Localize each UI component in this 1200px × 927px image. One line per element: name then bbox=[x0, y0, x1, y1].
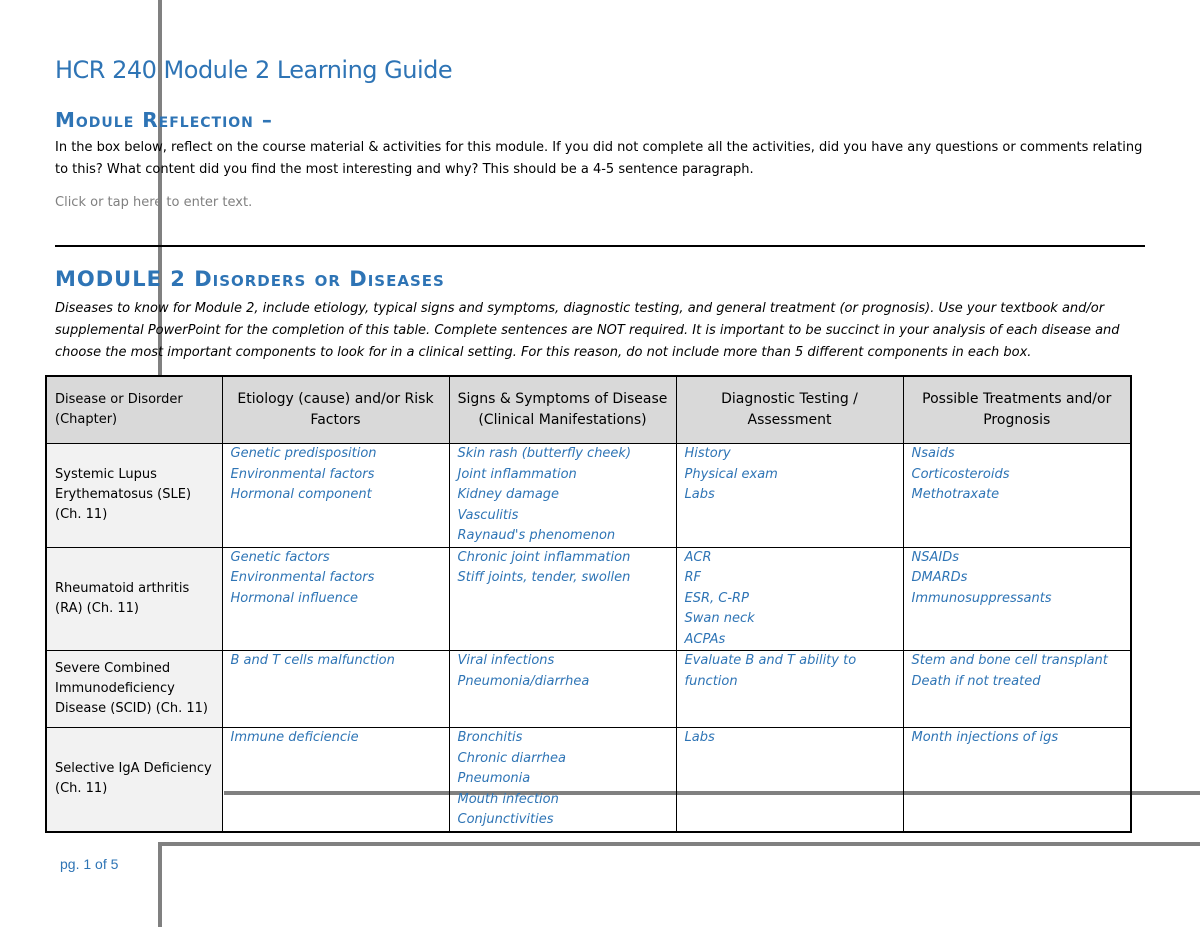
diagnostic-cell[interactable]: Labs bbox=[676, 728, 903, 832]
table-row bbox=[46, 651, 1131, 728]
reflection-input-placeholder[interactable]: Click or tap here to enter text. bbox=[55, 195, 253, 210]
header-signs: Signs & Symptoms of Disease (Clinical Manifestations) bbox=[449, 376, 676, 444]
page-number: pg. 1 of 5 bbox=[60, 856, 119, 872]
diagnostic-cell[interactable]: ACR RF ESR, C-RP Swan neck ACPAs bbox=[676, 547, 903, 651]
treatment-cell[interactable]: Month injections of igs bbox=[903, 728, 1131, 832]
reflection-heading: Module Reflection – bbox=[55, 108, 273, 132]
section-divider bbox=[55, 245, 1145, 247]
treatment-cell[interactable]: Stem and bone cell transplant Death if not treated bbox=[903, 651, 1131, 728]
header-etiology: Etiology (cause) and/or Risk Factors bbox=[222, 376, 449, 444]
etiology-cell[interactable]: Genetic factors Environmental factors Hormonal influence bbox=[222, 547, 449, 651]
diagnostic-cell[interactable]: Evaluate B and T ability to function bbox=[676, 651, 903, 728]
decor-vertical-line-bottom bbox=[158, 842, 162, 927]
etiology-cell[interactable]: Genetic predisposition Environmental factors Hormonal component bbox=[222, 444, 449, 548]
etiology-cell[interactable]: B and T cells malfunction bbox=[222, 651, 449, 728]
treatment-cell[interactable]: Nsaids Corticosteroids Methotraxate bbox=[903, 444, 1131, 548]
header-disease: Disease or Disorder (Chapter) bbox=[46, 376, 222, 444]
signs-cell[interactable]: Viral infections Pneumonia/diarrhea bbox=[449, 651, 676, 728]
disorders-heading: MODULE 2 Disorders or Diseases bbox=[55, 267, 445, 291]
decor-horizontal-line-lower bbox=[158, 842, 1200, 846]
header-diagnostic: Diagnostic Testing / Assessment bbox=[676, 376, 903, 444]
table-header-row bbox=[46, 376, 1131, 444]
header-treatment: Possible Treatments and/or Prognosis bbox=[903, 376, 1131, 444]
signs-cell[interactable]: Chronic joint inflammation Stiff joints, tender, swollen bbox=[449, 547, 676, 651]
table-row bbox=[46, 444, 1131, 548]
signs-cell[interactable]: Skin rash (butterfly cheek) Joint inflammation Kidney damage Vasculitis Raynaud's phenomenon bbox=[449, 444, 676, 548]
disease-name: Rheumatoid arthritis (RA) (Ch. 11) bbox=[46, 547, 222, 651]
disorders-instructions: Diseases to know for Module 2, include etiology, typical signs and symptoms, diagnostic testing, and general treatment (or prognosis). Use your textbook and/or supplemental PowerPoint for the completion of this table. Complete sentences are NOT required. It is important to be succinct in your analysis of each disease and choose the most important components to look for in a clinical setting. For this reason, do not include more than 5 different components in each box. bbox=[55, 301, 1120, 360]
diagnostic-cell[interactable]: History Physical exam Labs bbox=[676, 444, 903, 548]
signs-cell[interactable]: Bronchitis Chronic diarrhea Pneumonia Mouth infection Conjunctivities bbox=[449, 728, 676, 832]
disorders-table bbox=[45, 375, 1132, 833]
disease-name: Severe Combined Immunodeficiency Disease (SCID) (Ch. 11) bbox=[46, 651, 222, 728]
etiology-cell[interactable]: Immune deficiencie bbox=[222, 728, 449, 832]
disease-name: Selective IgA Deficiency (Ch. 11) bbox=[46, 728, 222, 832]
disease-name: Systemic Lupus Erythematosus (SLE) (Ch. 11) bbox=[46, 444, 222, 548]
table-row bbox=[46, 728, 1131, 832]
reflection-instructions: In the box below, reflect on the course material & activities for this module. If you did not complete all the activities, did you have any questions or comments relating to this? What content did you find the most interesting and why? This should be a 4-5 sentence paragraph. bbox=[55, 140, 1143, 177]
treatment-cell[interactable]: NSAIDs DMARDs Immunosuppressants bbox=[903, 547, 1131, 651]
table-row bbox=[46, 547, 1131, 651]
document-title: HCR 240 Module 2 Learning Guide bbox=[55, 56, 453, 84]
